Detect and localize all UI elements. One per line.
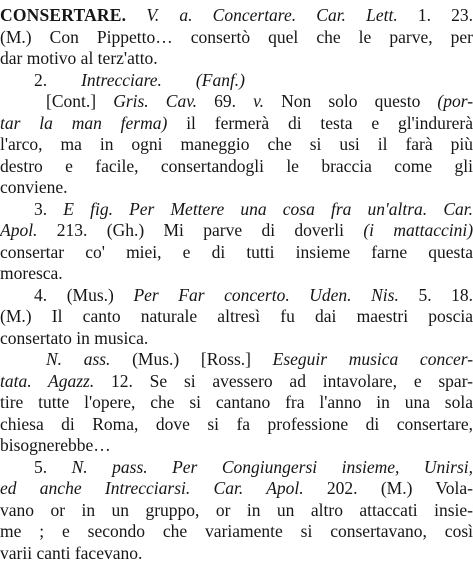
citation-number: 5. 18. (418, 284, 473, 305)
dictionary-entry (0, 4, 473, 563)
source-tag: (Mus.) [Ross.] (132, 349, 251, 369)
sense-number: 2. (34, 69, 48, 90)
citation-number: 1. 23. (417, 5, 473, 25)
text-line-14 (0, 284, 473, 306)
text-line-4 (0, 69, 473, 91)
quote-text: destro e facile, consertandogli le braccia come gli (0, 155, 473, 176)
sense-definition: E fig. Per Mettere una cosa fra un'altra. Car. (63, 198, 473, 219)
citation-number: 69. (214, 91, 237, 111)
text-line-6 (0, 112, 473, 134)
text-line-26 (0, 542, 473, 564)
citation-ref: v. (253, 91, 264, 111)
quote-text: tire tutte l'opere, che si cantano fra l'anno in una sola (0, 392, 473, 412)
sense-number: 4. (34, 284, 48, 305)
citation-ref: Apol. (0, 220, 38, 240)
quote-text: chiesa di Roma, dove si fa professione di consertare, (0, 413, 473, 434)
text-line-13 (0, 262, 473, 284)
text-line-2 (0, 26, 473, 48)
text-line-18 (0, 370, 473, 392)
text-line-11 (0, 219, 473, 241)
source-tag: (M.) (0, 26, 32, 47)
source-tag: (M.) (0, 306, 32, 326)
sense-definition: Per Far concerto. Uden. Nis. (133, 284, 399, 305)
gloss-text: (i mattaccini) (363, 220, 473, 240)
sense-definition: Intrecciare. (81, 69, 162, 90)
text-line-23 (0, 477, 473, 499)
text-line-21 (0, 434, 473, 456)
text-line-15 (0, 305, 473, 327)
quote-text: conviene. (0, 177, 68, 197)
quote-text: vano or in un gruppo, or in un altro attaccati insie- (0, 499, 473, 520)
text-line-8 (0, 155, 473, 177)
quote-text: 12. Se si avessero ad intavolare, e spar- (111, 370, 473, 391)
quote-text: me ; e secondo che variamente si consertavano, così (0, 521, 473, 541)
citation-number: 213. (56, 220, 88, 240)
text-line-16 (0, 327, 473, 349)
quote-text: l'arco, ma in ogni maneggio che si usi il farà più (0, 134, 473, 154)
quote-text: Non solo questo (281, 91, 421, 111)
text-line-19 (0, 391, 473, 413)
sense-definition: ed anche Intrecciarsi. Car. Apol. (0, 478, 304, 498)
source-tag: [Cont.] (46, 91, 97, 111)
sense-definition: N. pass. Per Congiungersi insieme, Unirsi, (71, 456, 473, 477)
quote-text: varii canti facevano. (0, 542, 143, 563)
text-line-24 (0, 499, 473, 521)
text-line-7 (0, 133, 473, 155)
gloss-text: tar la man ferma) (0, 112, 168, 133)
text-line-17 (0, 348, 473, 370)
source-tag: (Mus.) (66, 284, 114, 305)
text-line-1 (0, 4, 473, 26)
part-of-speech: V. a. (146, 5, 193, 25)
text-line-3 (0, 47, 473, 69)
headword: CONSERTARE. (0, 5, 127, 25)
quote-text: 202. (M.) Vola- (326, 478, 473, 498)
quote-text: consertato in musica. (0, 327, 149, 348)
gloss-text: (por- (437, 91, 473, 111)
quote-text: dar motivo al terz'atto. (0, 48, 158, 68)
quote-text: Con Pippetto… consertò quel che le parve, per (49, 26, 473, 47)
text-line-25 (0, 520, 473, 542)
sense-number: 3. (34, 198, 48, 219)
definition-ref: Concertare. Car. Lett. (212, 5, 398, 25)
quote-text: (Gh.) Mi parve di doverli (106, 220, 344, 240)
citation-ref: tata. Agazz. (0, 370, 95, 391)
source-tag: (Fanf.) (195, 69, 246, 90)
quote-text: il fermerà di testa e gl'indurerà (186, 112, 473, 133)
sense-definition: Eseguir musica concer- (272, 349, 473, 369)
citation-ref: Gris. Cav. (113, 91, 198, 111)
text-line-12 (0, 241, 473, 263)
text-line-10 (0, 198, 473, 220)
quote-text: consertar co' miei, e di tutti insieme farne questa (0, 241, 473, 262)
text-line-9 (0, 176, 473, 198)
text-line-20 (0, 413, 473, 435)
sense-definition: N. ass. (46, 349, 111, 369)
quote-text: bisognerebbe… (0, 435, 111, 455)
sense-number: 5. (34, 456, 48, 477)
quote-text: moresca. (0, 263, 63, 283)
quote-text: Il canto naturale altresì fu dai maestri poscia (51, 306, 473, 326)
text-line-5 (0, 90, 473, 112)
text-line-22 (0, 456, 473, 478)
